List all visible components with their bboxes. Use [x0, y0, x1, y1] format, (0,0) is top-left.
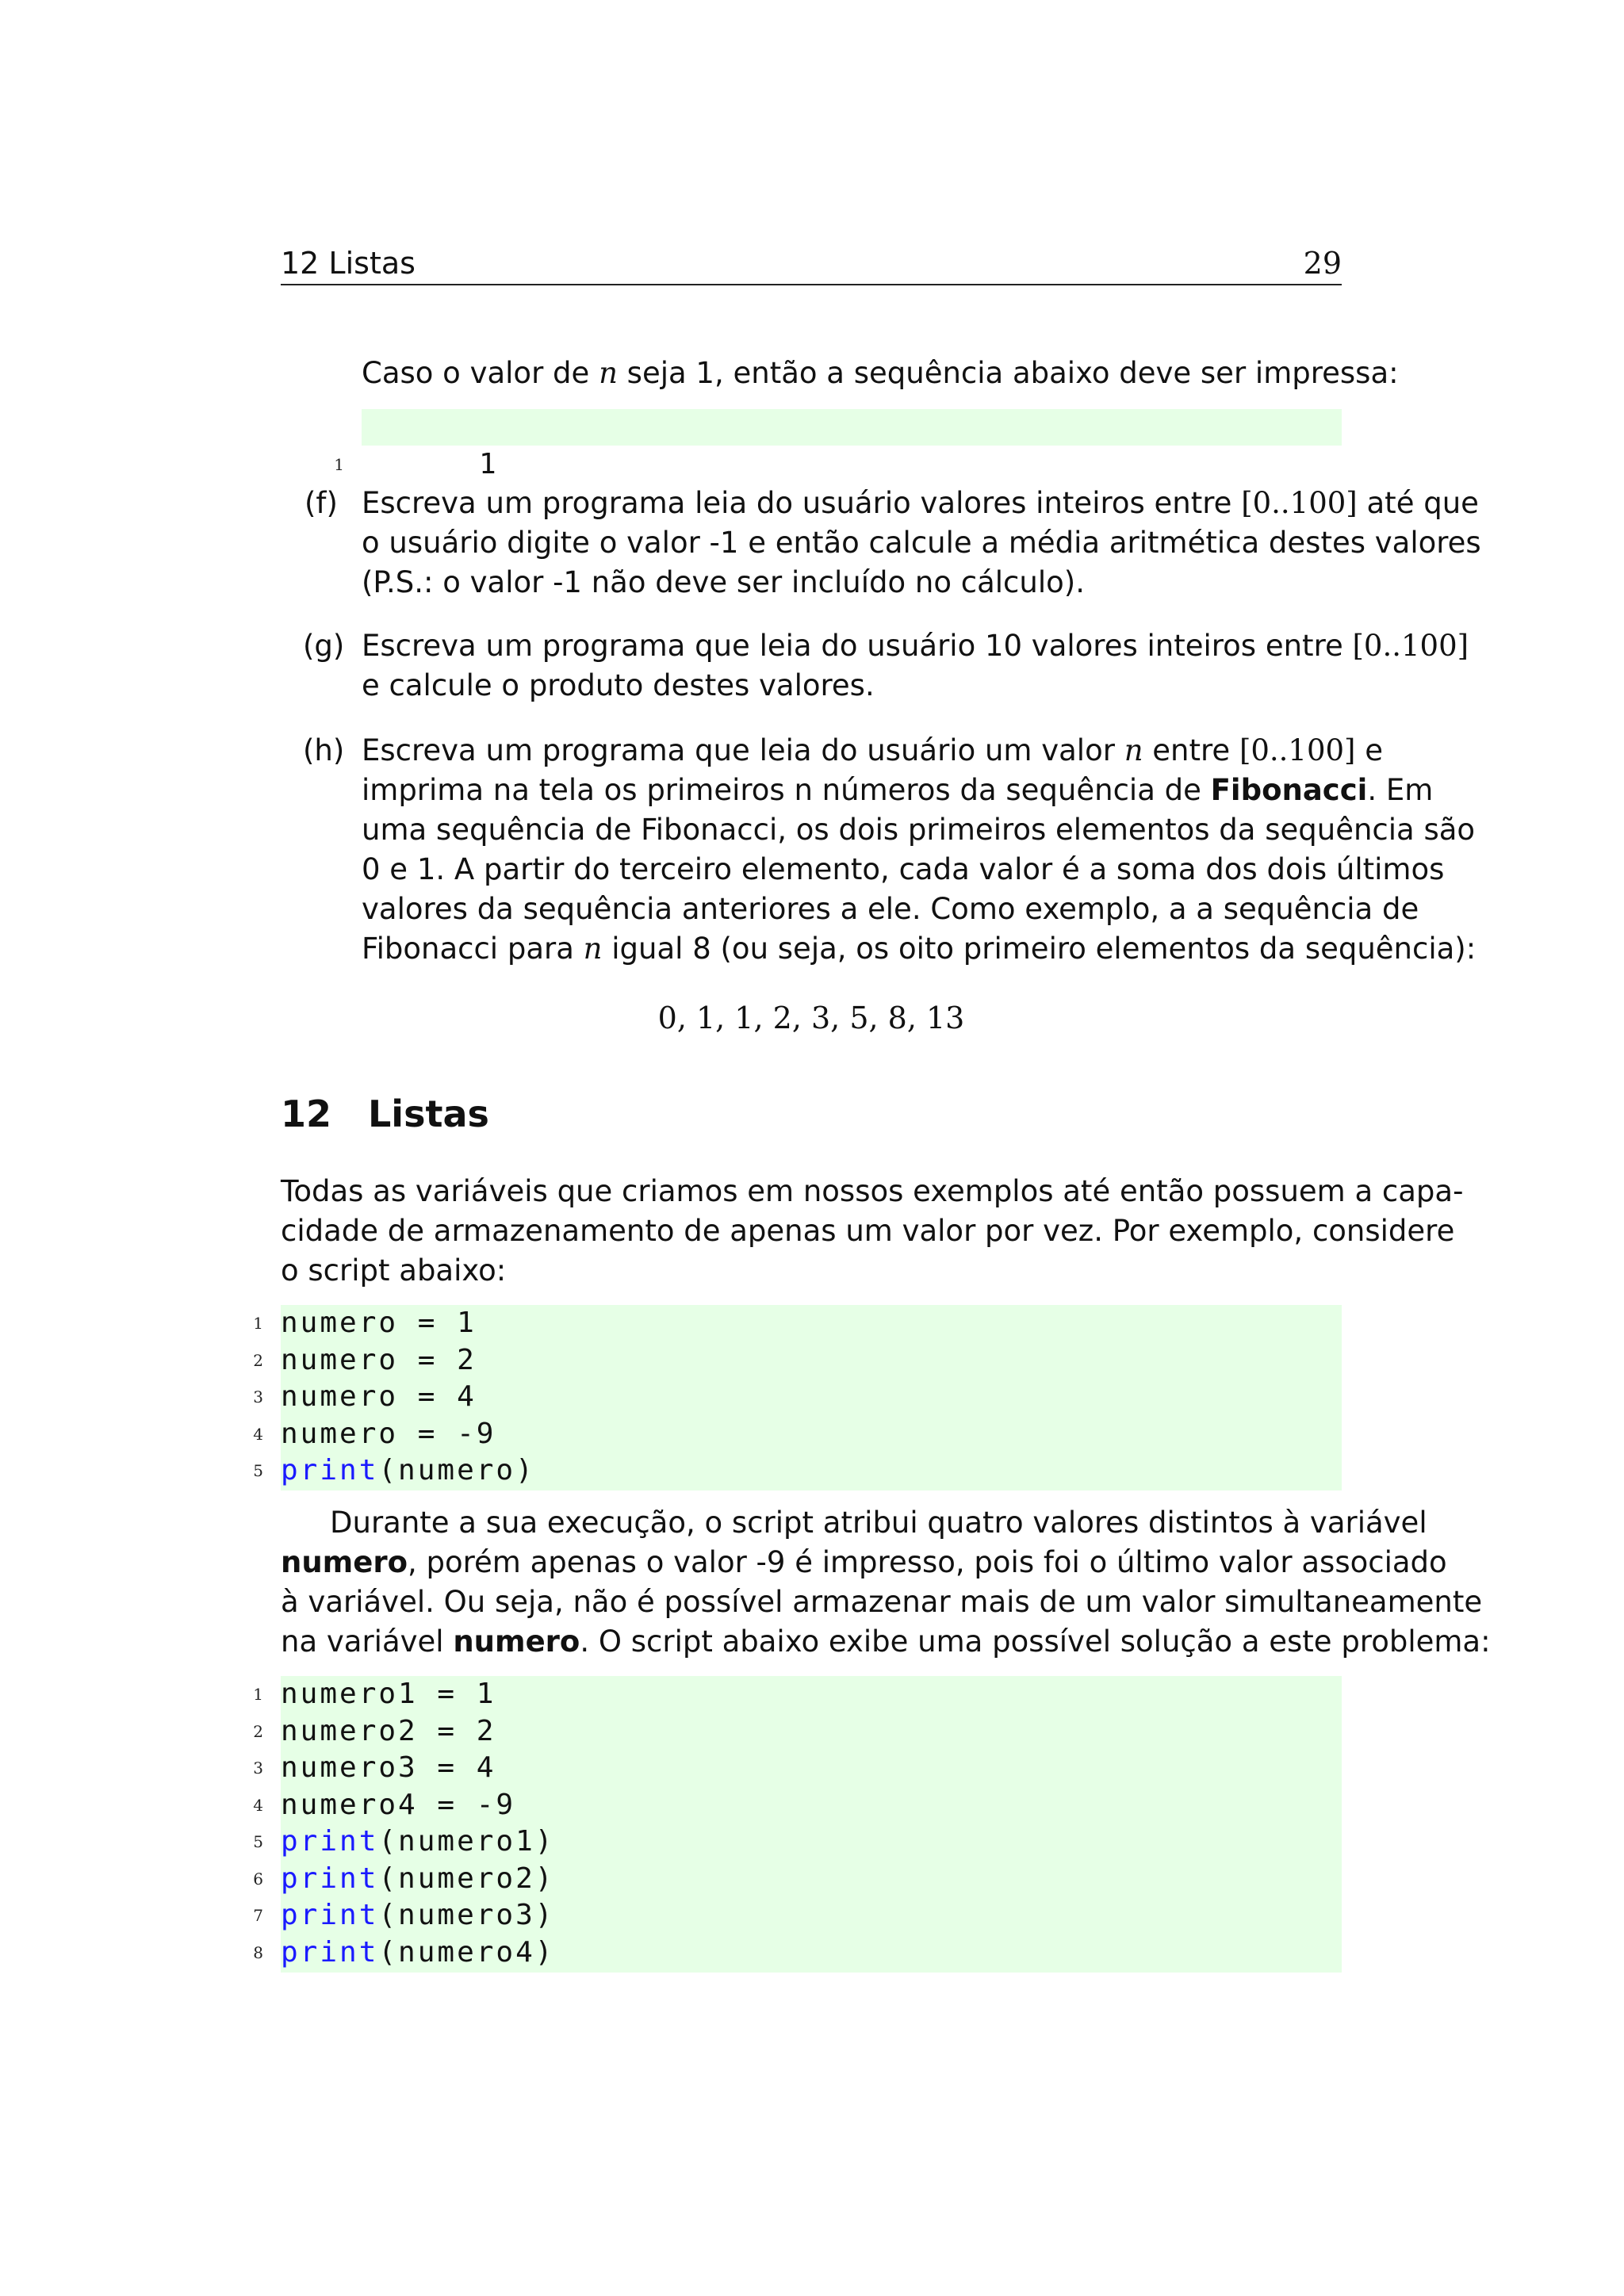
- code-text: numero3 = 4: [281, 1751, 496, 1784]
- text-line: Durante a sua execução, o script atribui quatro valores distintos à variável: [330, 1506, 1427, 1540]
- code-keyword: print: [281, 1899, 379, 1931]
- line-number: 5: [253, 1461, 263, 1480]
- line-number: 2: [253, 1350, 263, 1370]
- code-line: [253, 1934, 1342, 1972]
- code-line: [253, 1342, 1342, 1380]
- display-equation: 0, 1, 1, 2, 3, 5, 8, 13: [657, 1001, 965, 1035]
- code-keyword: print: [281, 1825, 379, 1858]
- text-line: à variável. Ou seja, não é possível armazenar mais de um valor simultaneamente: [281, 1585, 1483, 1619]
- text: Escreva um programa que leia do usuário 10 valores inteiros entre: [362, 629, 1353, 663]
- text: e calcule o produto destes valores.: [362, 668, 875, 702]
- line-number: 3: [253, 1387, 263, 1406]
- code-line: [253, 1787, 1342, 1824]
- item-label-g: (g): [303, 629, 345, 663]
- item-label-f: (f): [304, 486, 338, 520]
- text: Escreva um programa que leia do usuário um valor: [362, 733, 1124, 767]
- line-number: 4: [253, 1424, 263, 1444]
- code-block-1: [253, 1305, 1342, 1490]
- line-number: 2: [253, 1721, 263, 1741]
- code-text: numero2 = 2: [281, 1714, 496, 1747]
- code-text: (numero): [378, 1454, 535, 1487]
- header-chapter: 12 Listas: [281, 246, 416, 281]
- code-line: [253, 1305, 1342, 1342]
- text: imprima na tela os primeiros n números da sequência de: [362, 773, 1211, 807]
- math-n: n: [1124, 733, 1143, 767]
- text-line: o script abaixo:: [281, 1253, 507, 1288]
- running-header: [281, 243, 1342, 285]
- math-n: n: [583, 932, 603, 966]
- bold-term: numero: [453, 1624, 580, 1659]
- code-text: (numero1): [378, 1825, 555, 1858]
- code-line: [253, 1861, 1342, 1898]
- code-text: numero4 = -9: [281, 1788, 516, 1821]
- text-line: cidade de armazenamento de apenas um valor por vez. Por exemplo, considere: [281, 1214, 1455, 1248]
- code-line: [253, 1750, 1342, 1787]
- line-number: 8: [253, 1942, 263, 1962]
- line-number: 1: [334, 454, 344, 474]
- code-text: numero = 1: [281, 1307, 477, 1339]
- line-number: 4: [253, 1795, 263, 1815]
- intro-text-1: Caso o valor de: [362, 356, 599, 390]
- code-text: numero = -9: [281, 1417, 496, 1450]
- math-range: [0..100]: [1239, 733, 1356, 767]
- text: , porém apenas o valor -9 é impresso, pois foi o último valor associado: [408, 1545, 1447, 1579]
- section-number: 12: [281, 1093, 332, 1135]
- math-range: [0..100]: [1352, 629, 1469, 663]
- line-number: 3: [253, 1758, 263, 1777]
- item-f-text: [362, 484, 1481, 603]
- code-line: [253, 1897, 1342, 1934]
- paragraph-2: [281, 1503, 1491, 1662]
- code-text: numero = 4: [281, 1380, 477, 1413]
- text: o usuário digite o valor -1 e então calcule a média aritmética destes valores: [362, 526, 1481, 560]
- code-text: (numero3): [378, 1899, 555, 1931]
- code-line: [253, 1379, 1342, 1416]
- bold-term: numero: [281, 1545, 408, 1579]
- item-h-text: [362, 731, 1477, 969]
- line-number: 1: [253, 1685, 263, 1704]
- text: . Em: [1367, 773, 1434, 807]
- text: (P.S.: o valor -1 não deve ser incluído no cálculo).: [362, 565, 1085, 599]
- code-text: numero = 2: [281, 1343, 477, 1376]
- paragraph-1: [281, 1172, 1464, 1291]
- code-keyword: print: [281, 1454, 379, 1487]
- text: na variável: [281, 1624, 454, 1659]
- item-g-text: [362, 626, 1469, 706]
- math-range: [0..100]: [1241, 486, 1358, 520]
- line-number: 1: [253, 1314, 263, 1333]
- text-line: uma sequência de Fibonacci, os dois primeiros elementos da sequência são: [362, 813, 1476, 847]
- code-line: [253, 1416, 1342, 1453]
- intro-paragraph: [362, 354, 1399, 393]
- text-line: valores da sequência anteriores a ele. Como exemplo, a a sequência de: [362, 892, 1419, 926]
- text: Fibonacci para: [362, 932, 584, 966]
- code-text: numero1 = 1: [281, 1678, 496, 1710]
- text: . O script abaixo exibe uma possível solução a este problema:: [580, 1624, 1491, 1659]
- bold-term: Fibonacci: [1210, 773, 1368, 807]
- text: igual 8 (ou seja, os oito primeiro elementos da sequência):: [602, 932, 1477, 966]
- code-text: (numero4): [378, 1935, 555, 1969]
- intro-text-2: seja 1, então a sequência abaixo deve ser impressa:: [617, 356, 1399, 390]
- text: Escreva um programa leia do usuário valores inteiros entre: [362, 486, 1242, 520]
- code-block-intro: [334, 409, 1342, 480]
- code-keyword: print: [281, 1862, 379, 1895]
- code-text: 1: [479, 447, 499, 480]
- text: entre: [1143, 733, 1239, 767]
- item-label-h: (h): [303, 733, 345, 767]
- section-title: Listas: [368, 1093, 489, 1135]
- code-line: [334, 409, 1342, 480]
- code-line: [253, 1452, 1342, 1490]
- code-keyword: print: [281, 1935, 379, 1969]
- math-n: n: [599, 356, 618, 390]
- line-number: 7: [253, 1906, 263, 1925]
- code-block-2: [253, 1676, 1342, 1973]
- code-line: [253, 1676, 1342, 1713]
- line-number: 6: [253, 1869, 263, 1888]
- text: e: [1355, 733, 1384, 767]
- page-number: 29: [1303, 246, 1342, 281]
- line-number: 5: [253, 1832, 263, 1851]
- text: até que: [1357, 486, 1479, 520]
- text-line: 0 e 1. A partir do terceiro elemento, cada valor é a soma dos dois últimos: [362, 852, 1445, 886]
- code-line: [253, 1823, 1342, 1861]
- code-line: [253, 1713, 1342, 1751]
- text-line: Todas as variáveis que criamos em nossos exemplos até então possuem a capa-: [281, 1174, 1464, 1208]
- code-text: (numero2): [378, 1862, 555, 1895]
